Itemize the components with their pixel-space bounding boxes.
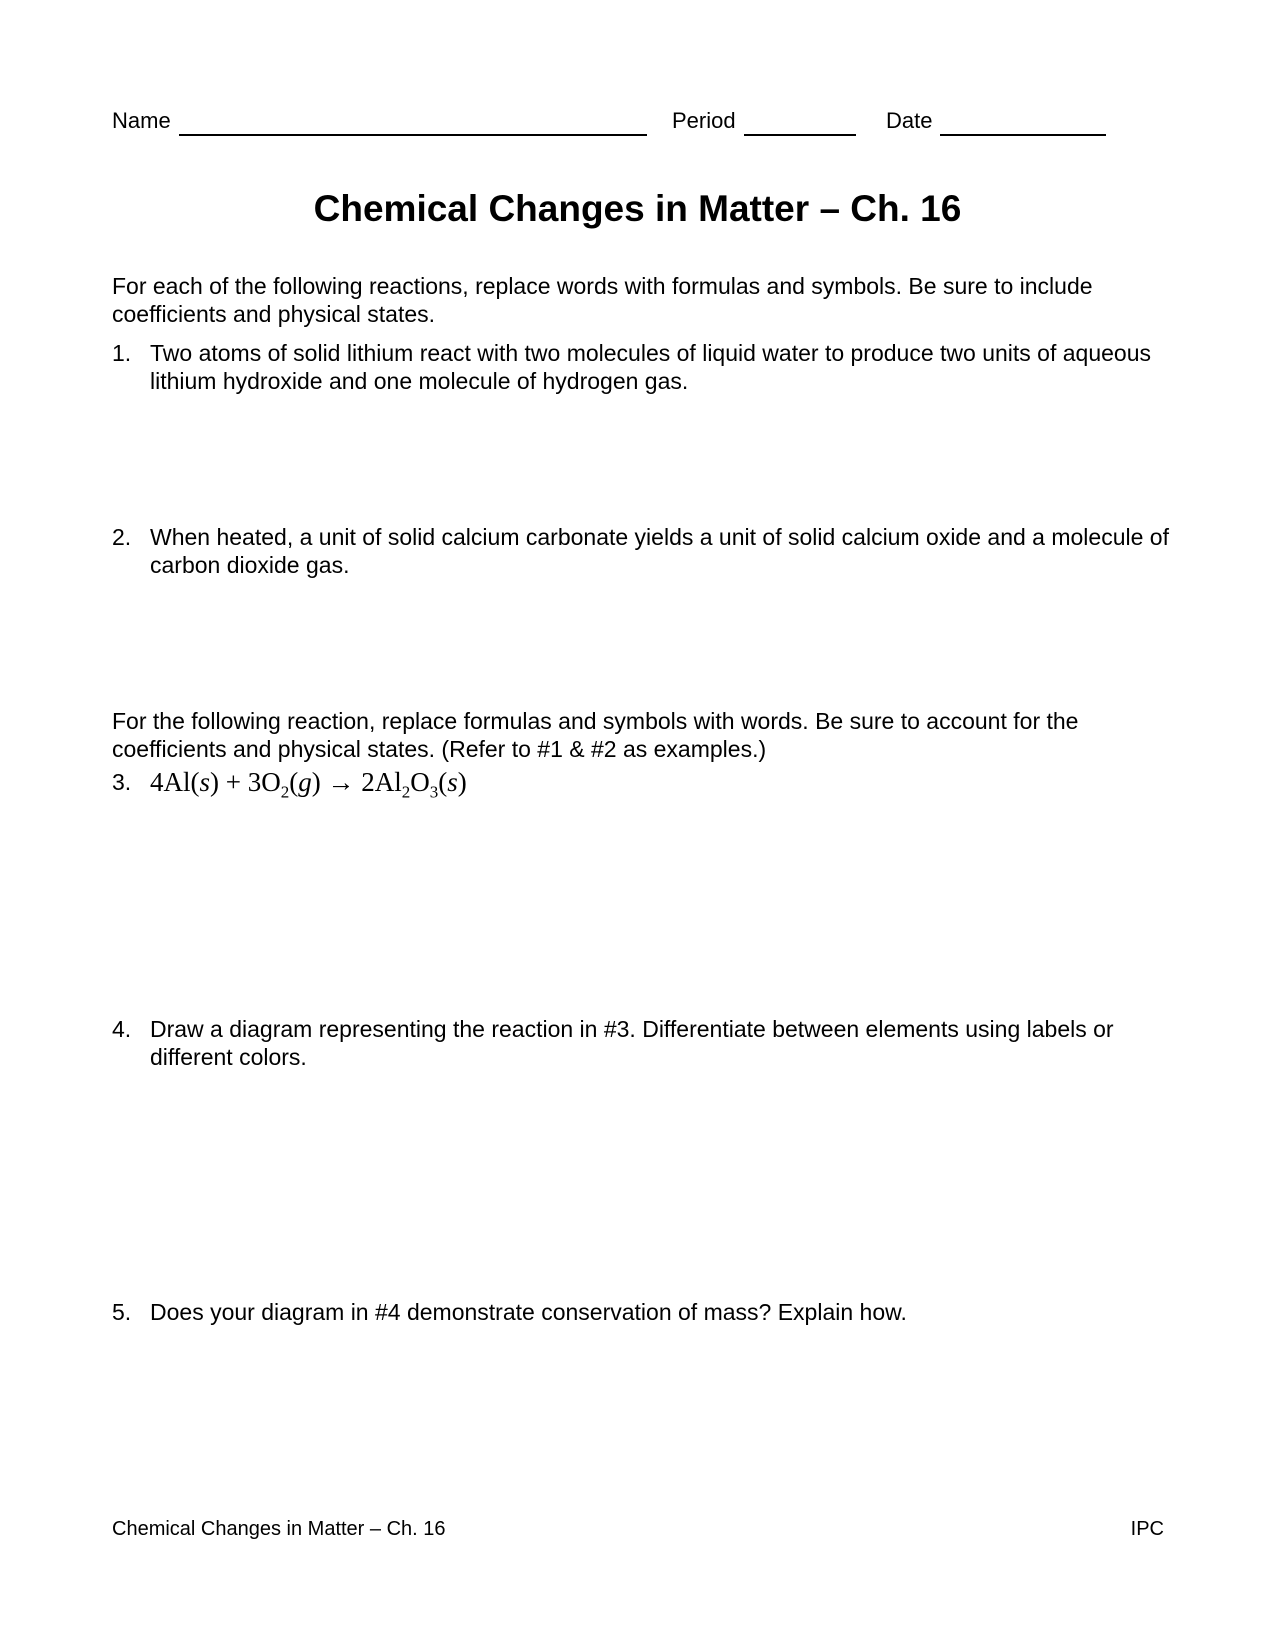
question-number: 3.: [112, 769, 132, 795]
question-number: 2.: [112, 524, 132, 550]
question-number: 1.: [112, 340, 132, 366]
date-field[interactable]: [886, 108, 1106, 134]
question-number: 5.: [112, 1299, 132, 1325]
period-field[interactable]: [672, 108, 856, 134]
question-3: [112, 768, 1172, 806]
period-blank[interactable]: [744, 112, 856, 136]
footer-course: IPC: [1130, 1518, 1164, 1540]
question-number: 4.: [112, 1016, 132, 1042]
name-field[interactable]: [112, 108, 647, 134]
question-2: [112, 523, 1172, 579]
page-footer: [112, 1518, 1164, 1541]
date-label: Date: [886, 108, 933, 133]
question-5: [112, 1298, 1172, 1326]
student-info-row: [112, 108, 1164, 140]
question-text: When heated, a unit of solid calcium carbonate yields a unit of solid calcium oxide and a molecule of carbon dioxide gas.: [150, 524, 1169, 578]
question-text: Draw a diagram representing the reaction in #3. Differentiate between elements using labels or different colors.: [150, 1016, 1114, 1070]
reaction-arrow: →: [320, 767, 362, 797]
name-label: Name: [112, 108, 171, 133]
date-blank[interactable]: [940, 112, 1106, 136]
chemical-equation: $4Al(s) + 3O_2(g) \to 2Al_2O_3(s)$: [150, 767, 467, 802]
period-label: Period: [672, 108, 736, 133]
question-4: [112, 1015, 1172, 1071]
footer-title: Chemical Changes in Matter – Ch. 16: [112, 1518, 446, 1540]
page-title: Chemical Changes in Matter – Ch. 16: [313, 188, 962, 229]
question-text: Does your diagram in #4 demonstrate conservation of mass? Explain how.: [150, 1299, 907, 1325]
name-blank[interactable]: [179, 112, 647, 136]
question-1: [112, 339, 1172, 395]
instructions-words: For the following reaction, replace formulas and symbols with words. Be sure to account for the coefficients and physical states. (Refer to #1 & #2 as examples.): [112, 708, 1079, 762]
instructions-formulas: For each of the following reactions, replace words with formulas and symbols. Be sure to include coefficients and physical states.: [112, 273, 1093, 327]
question-text: Two atoms of solid lithium react with two molecules of liquid water to produce two units of aqueous lithium hydroxide and one molecule of hydrogen gas.: [150, 340, 1151, 394]
